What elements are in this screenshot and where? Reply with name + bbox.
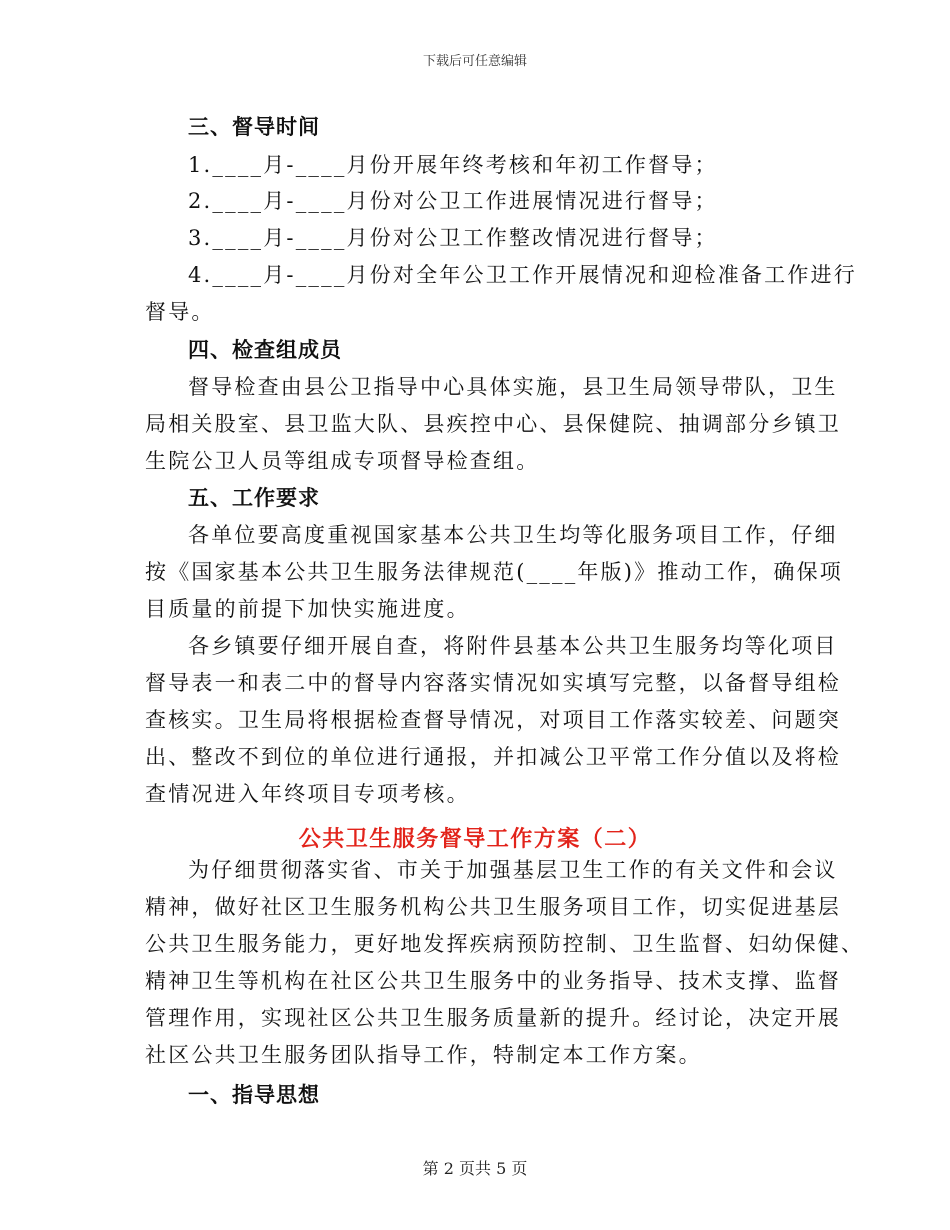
paragraph-line: 出、整改不到位的单位进行通报，并扣减公卫平常工作分值以及将检: [145, 745, 841, 769]
header-note: 下载后可任意编辑: [422, 54, 527, 69]
paragraph-line: 目质量的前提下加快实施进度。: [145, 597, 470, 621]
paragraph-line: 社区公共卫生服务团队指导工作，特制定本工作方案。: [145, 1043, 702, 1067]
paragraph-line: 2.____月-____月份对公卫工作进展情况进行督导；: [188, 189, 718, 213]
paragraph-line: 按《国家基本公共卫生服务法律规范(____年版)》推动工作，确保项: [145, 560, 843, 584]
page-footer: 第 2 页共 5 页: [422, 1159, 528, 1178]
paragraph-line: 1.____月-____月份开展年终考核和年初工作督导；: [188, 153, 718, 177]
paragraph-line: 各乡镇要仔细开展自查，将附件县基本公共卫生服务均等化项目: [188, 634, 838, 658]
section-heading: 四、检查组成员: [188, 338, 342, 362]
paragraph-line: 3.____月-____月份对公卫工作整改情况进行督导；: [188, 226, 718, 250]
paragraph-line: 管理作用，实现社区公共卫生服务质量新的提升。经讨论，决定开展: [145, 1006, 841, 1030]
paragraph-line: 公共卫生服务能力，更好地发挥疾病预防控制、卫生监督、妇幼保健、: [145, 932, 865, 956]
paragraph-line: 生院公卫人员等组成专项督导检查组。: [145, 449, 540, 473]
paragraph-line: 督导。: [145, 300, 215, 324]
paragraph-line: 各单位要高度重视国家基本公共卫生均等化服务项目工作，仔细: [188, 523, 838, 547]
paragraph-line: 督导检查由县公卫指导中心具体实施，县卫生局领导带队，卫生: [188, 375, 838, 399]
section-heading: 三、督导时间: [188, 115, 320, 139]
paragraph-line: 查核实。卫生局将根据检查督导情况，对项目工作落实较差、问题突: [145, 708, 841, 732]
paragraph-line: 精神卫生等机构在社区公共卫生服务中的业务指导、技术支撑、监督: [145, 969, 841, 993]
section-heading: 五、工作要求: [188, 486, 320, 510]
paragraph-line: 局相关股室、县卫监大队、县疾控中心、县保健院、抽调部分乡镇卫: [145, 412, 841, 436]
paragraph-line: 督导表一和表二中的督导内容落实情况如实填写完整，以备督导组检: [145, 671, 841, 695]
paragraph-line: 4.____月-____月份对全年公卫工作开展情况和迎检准备工作进行: [188, 263, 857, 287]
paragraph-line: 查情况进入年终项目专项考核。: [145, 782, 470, 806]
paragraph-line: 为仔细贯彻落实省、市关于加强基层卫生工作的有关文件和会议: [188, 858, 838, 882]
paragraph-line: 精神，做好社区卫生服务机构公共卫生服务项目工作，切实促进基层: [145, 895, 841, 919]
section-heading: 一、指导思想: [188, 1083, 320, 1107]
document-title: 公共卫生服务督导工作方案（二）: [298, 827, 652, 852]
